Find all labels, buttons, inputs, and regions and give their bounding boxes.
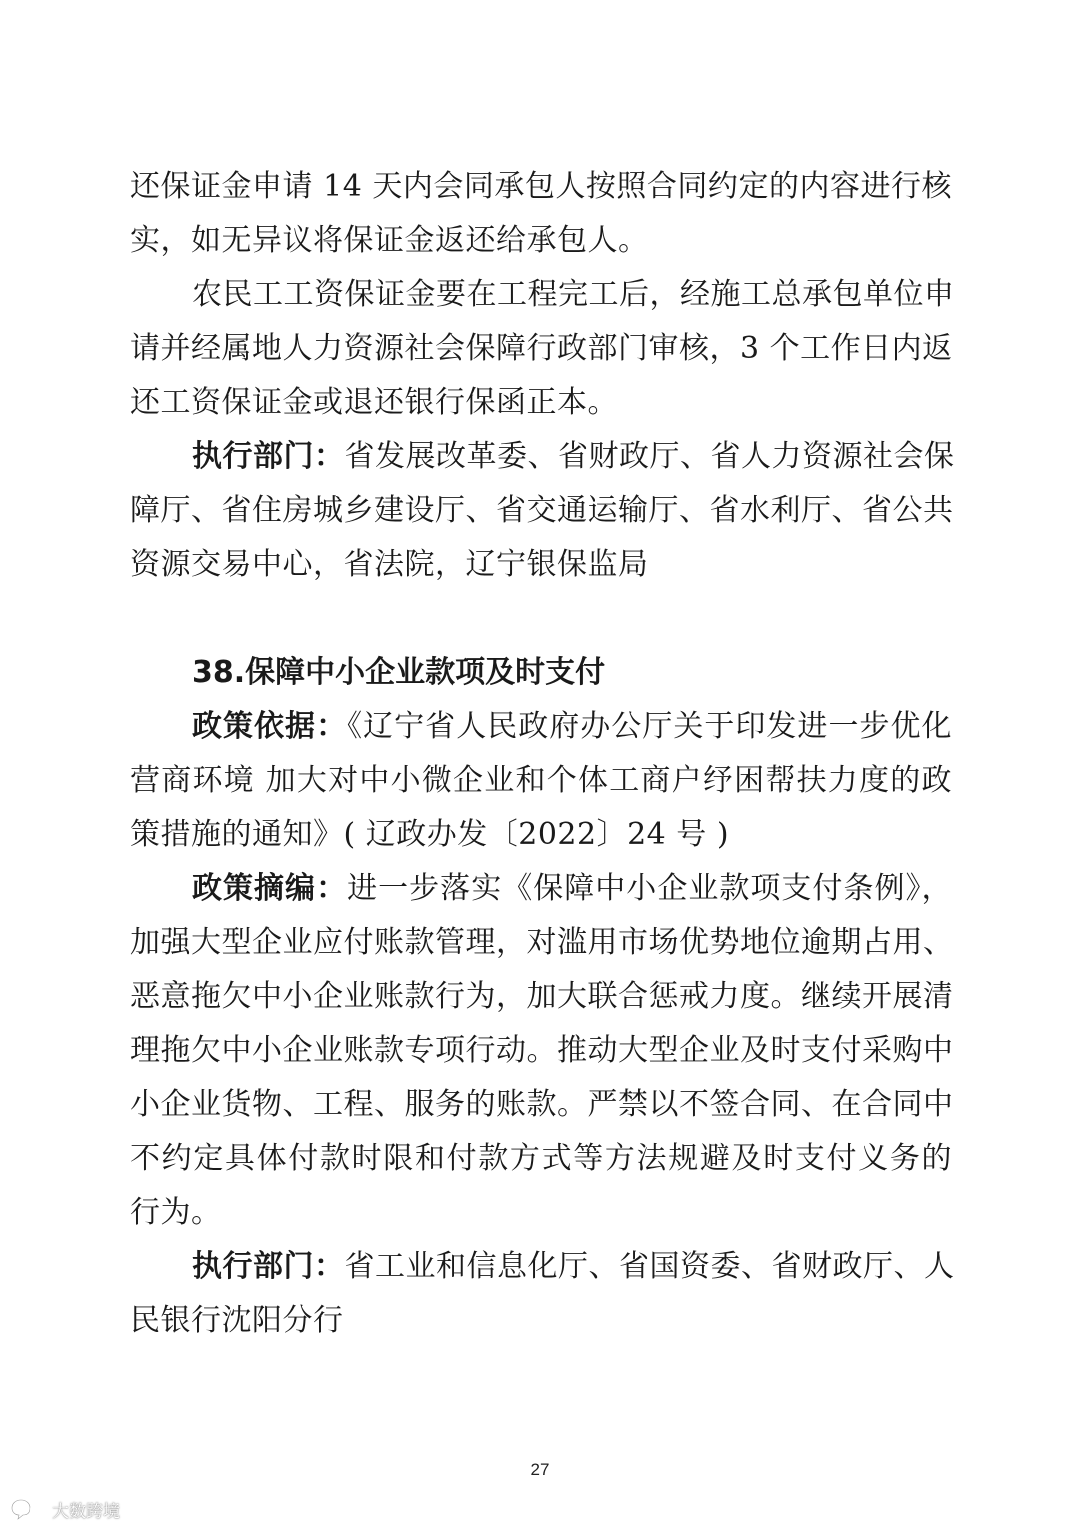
section-spacer [130, 592, 952, 646]
executing-departments-label: 执行部门： [192, 439, 345, 474]
section-title: 38.保障中小企业款项及时支付 [192, 655, 606, 690]
text-line [130, 430, 955, 484]
text-line: 小企业货物、工程、服务的账款。严禁以不签合同、在合同中 [130, 1087, 954, 1122]
text-line: 不约定具体付款时限和付款方式等方法规避及时支付义务的 [130, 1141, 952, 1176]
text-line: 恶意拖欠中小企业账款行为，加大联合惩戒力度。继续开展清 [130, 979, 954, 1014]
text-line [130, 1240, 955, 1294]
page-number: 27 [530, 1460, 550, 1479]
paragraph-wage-deposit [130, 268, 955, 430]
text-segment: 省工业和信息化厅、省国资委、省财政厅、人 [344, 1249, 955, 1284]
text-line: 策措施的通知》( 辽政办发〔2022〕24 号 ) [130, 817, 730, 852]
text-line: 实，如无异议将保证金返还给承包人。 [130, 223, 649, 258]
text-line: 加强大型企业应付账款管理，对滥用市场优势地位逾期占用、 [130, 925, 954, 960]
policy-summary-label: 政策摘编： [192, 871, 348, 906]
text-line: 障厅、省住房城乡建设厅、省交通运输厅、省水利厅、省公共 [130, 493, 954, 528]
text-line: 民银行沈阳分行 [130, 1303, 344, 1338]
text-line [130, 700, 952, 754]
text-line: 还工资保证金或退还银行保函正本。 [130, 385, 618, 420]
text-line: 资源交易中心，省法院，辽宁银保监局 [130, 547, 649, 582]
text-line [130, 862, 952, 916]
document-page [130, 160, 955, 1348]
text-line: 理拖欠中小企业账款专项行动。推动大型企业及时支付采购中 [130, 1033, 954, 1068]
paragraph-deposit-review [130, 160, 952, 268]
text-segment: 省发展改革委、省财政厅、省人力资源社会保 [344, 439, 955, 474]
executing-departments-label: 执行部门： [192, 1249, 345, 1284]
text-line: 还保证金申请 14 天内会同承包人按照合同约定的内容进行核 [130, 169, 952, 204]
paragraph-executing-departments [130, 430, 955, 592]
text-line: 行为。 [130, 1195, 222, 1230]
paragraph-policy-basis [130, 700, 952, 862]
paragraph-policy-summary [130, 862, 952, 1240]
chat-bubble-logo-icon [10, 1498, 48, 1520]
watermark [10, 1496, 120, 1522]
text-line: 请并经属地人力资源社会保障行政部门审核，3 个工作日内返 [130, 331, 953, 366]
text-line: 农民工工资保证金要在工程完工后，经施工总承包单位申 [192, 277, 955, 312]
policy-basis-label: 政策依据： [192, 709, 348, 744]
text-line: 营商环境 加大对中小微企业和个体工商户纾困帮扶力度的政 [130, 763, 952, 798]
text-segment: 进一步落实《保障中小企业款项支付条例》， [347, 871, 953, 906]
text-segment: 《辽宁省人民政府办公厅关于印发进一步优化 [347, 709, 953, 744]
paragraph-section-departments [130, 1240, 955, 1348]
watermark-text: 大数跨境 [52, 1501, 120, 1522]
